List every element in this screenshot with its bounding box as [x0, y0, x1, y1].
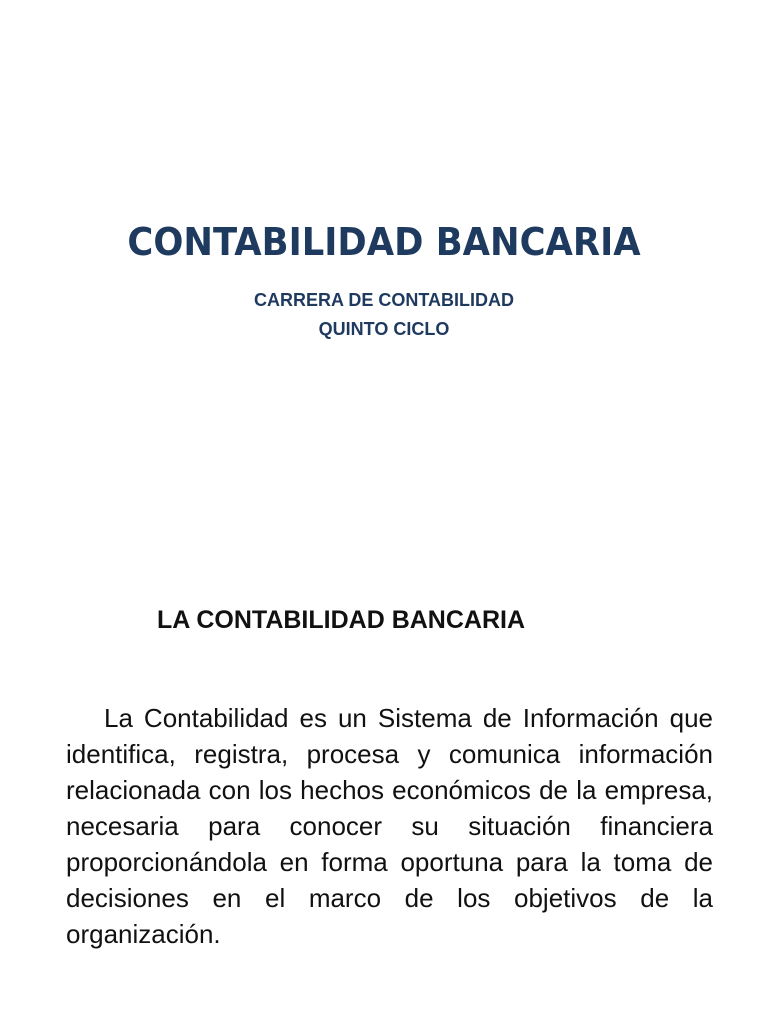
- subtitle-cycle: QUINTO CICLO: [318, 319, 450, 339]
- subtitle-program: CARRERA DE CONTABILIDAD: [254, 290, 514, 310]
- section-heading: LA CONTABILIDAD BANCARIA: [157, 606, 526, 634]
- body-paragraph: La Contabilidad es un Sistema de Información que identifica, registra, procesa y comunica información relacionada con los hechos económicos de la empresa, necesaria para conocer su situación financiera proporcionándola en forma oportuna para la toma de decisiones en el marco de los objetivos de la organización.: [66, 703, 713, 949]
- content-slide: [0, 560, 768, 1024]
- page-title: CONTABILIDAD BANCARIA: [127, 220, 641, 264]
- title-slide: [0, 0, 768, 500]
